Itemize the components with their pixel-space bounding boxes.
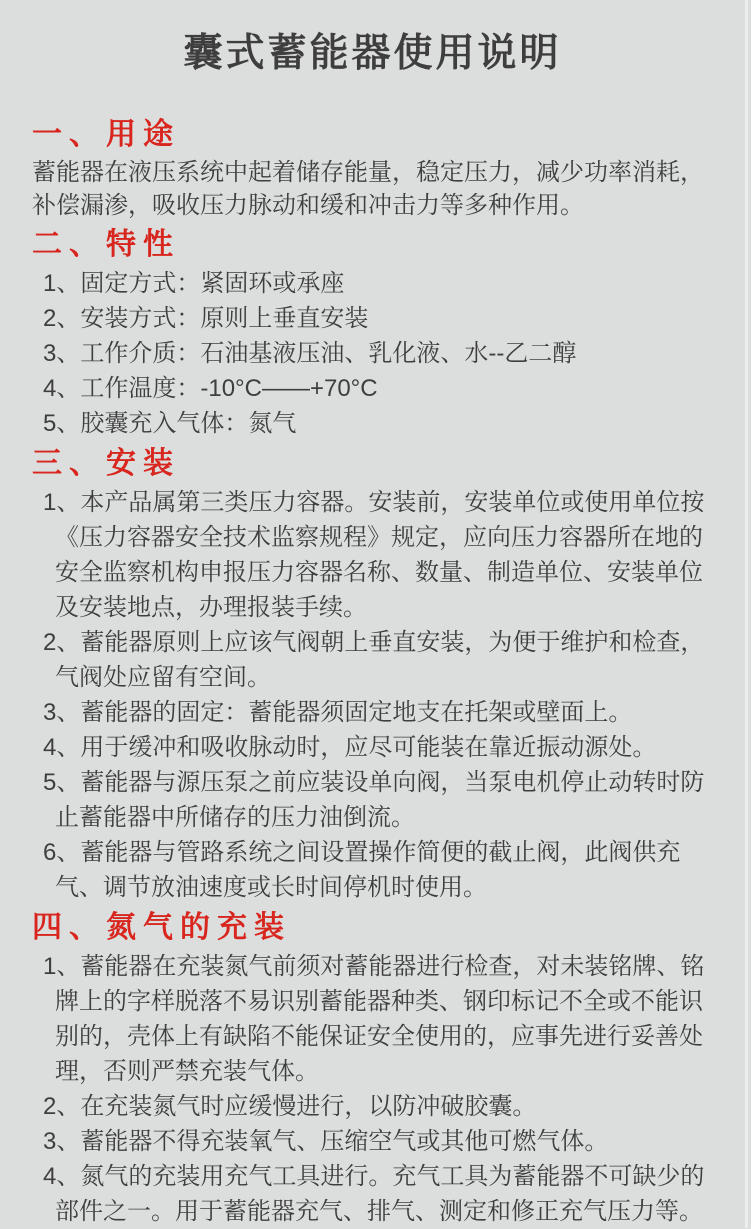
list-item <box>32 1159 713 1229</box>
item-text: 氮气的充装用充气工具进行。充气工具为蓄能器不可缺少的部件之一。用于蓄能器充气、排气、测定和修正充气压力等。 <box>55 1163 705 1225</box>
list-item <box>32 1124 713 1159</box>
section-heading: 三、安装 <box>32 447 180 480</box>
document-title: 囊式蓄能器使用说明 <box>183 32 562 75</box>
item-text: 蓄能器在充装氮气前须对蓄能器进行检查，对未装铭牌、铭牌上的字样脱落不易识别蓄能器种类、钢印标记不全或不能识别的，壳体上有缺陷不能保证安全使用的，应事先进行妥善处理，否则严禁充装气体。 <box>55 953 705 1085</box>
section <box>32 445 713 905</box>
list-item <box>32 835 713 905</box>
list-item <box>32 336 713 371</box>
list-item <box>32 266 713 301</box>
list-item <box>32 765 713 835</box>
list-item <box>32 695 713 730</box>
section <box>32 226 713 441</box>
document-body <box>32 116 713 1229</box>
item-number: 1、 <box>43 953 81 980</box>
item-number: 1、 <box>43 270 81 297</box>
section-paragraph: 蓄能器在液压系统中起着储存能量，稳定压力，减少功率消耗，补偿漏渗，吸收压力脉动和缓和冲击力等多种作用。 <box>32 159 704 219</box>
item-text: 本产品属第三类压力容器。安装前，安装单位或使用单位按《压力容器安全技术监察规程》规定，应向压力容器所在地的安全监察机构申报压力容器名称、数量、制造单位、安装单位及安装地点，办理报装手续。 <box>55 489 705 621</box>
item-number: 4、 <box>43 1163 81 1190</box>
item-text: 蓄能器不得充装氧气、压缩空气或其他可燃气体。 <box>80 1128 609 1155</box>
section-body <box>32 485 713 905</box>
item-number: 6、 <box>43 839 81 866</box>
item-number: 4、 <box>43 375 81 402</box>
item-text: 工作介质：石油基液压油、乳化液、水--乙二醇 <box>80 340 577 367</box>
list-item <box>32 1089 713 1124</box>
item-text: 蓄能器原则上应该气阀朝上垂直安装，为便于维护和检查，气阀处应留有空间。 <box>55 629 705 691</box>
item-text: 在充装氮气时应缓慢进行，以防冲破胶囊。 <box>80 1093 537 1120</box>
item-text: 工作温度：-10°C——+70°C <box>80 375 378 402</box>
item-text: 胶囊充入气体：氮气 <box>80 410 297 437</box>
item-text: 蓄能器与源压泵之前应装设单向阀，当泵电机停止动转时防止蓄能器中所储存的压力油倒流。 <box>55 769 705 831</box>
item-number: 3、 <box>43 1128 81 1155</box>
section <box>32 116 713 222</box>
item-number: 2、 <box>43 1093 81 1120</box>
section-heading: 四、氮气的充装 <box>32 911 291 944</box>
item-text: 固定方式：紧固环或承座 <box>80 270 345 297</box>
item-number: 2、 <box>43 305 81 332</box>
item-text: 蓄能器的固定：蓄能器须固定地支在托架或壁面上。 <box>80 699 633 726</box>
item-number: 2、 <box>43 629 81 656</box>
section-heading: 二、特性 <box>32 228 180 261</box>
item-text: 蓄能器与管路系统之间设置操作简便的截止阀，此阀供充气、调节放油速度或长时间停机时使用。 <box>55 839 681 901</box>
list-item <box>32 406 713 441</box>
section <box>32 909 713 1229</box>
list-item <box>32 301 713 336</box>
item-number: 3、 <box>43 699 81 726</box>
item-number: 1、 <box>43 489 81 516</box>
list-item <box>32 730 713 765</box>
list-item <box>32 949 713 1089</box>
item-number: 4、 <box>43 734 81 761</box>
section-body <box>32 156 713 222</box>
section-heading: 一、用途 <box>32 118 180 151</box>
item-text: 安装方式：原则上垂直安装 <box>80 305 369 332</box>
item-number: 5、 <box>43 769 81 796</box>
section-body <box>32 949 713 1229</box>
item-number: 5、 <box>43 410 81 437</box>
item-number: 3、 <box>43 340 81 367</box>
list-item <box>32 371 713 406</box>
list-item <box>32 625 713 695</box>
section-body <box>32 266 713 441</box>
item-text: 用于缓冲和吸收脉动时，应尽可能装在靠近振动源处。 <box>80 734 657 761</box>
list-item <box>32 485 713 625</box>
